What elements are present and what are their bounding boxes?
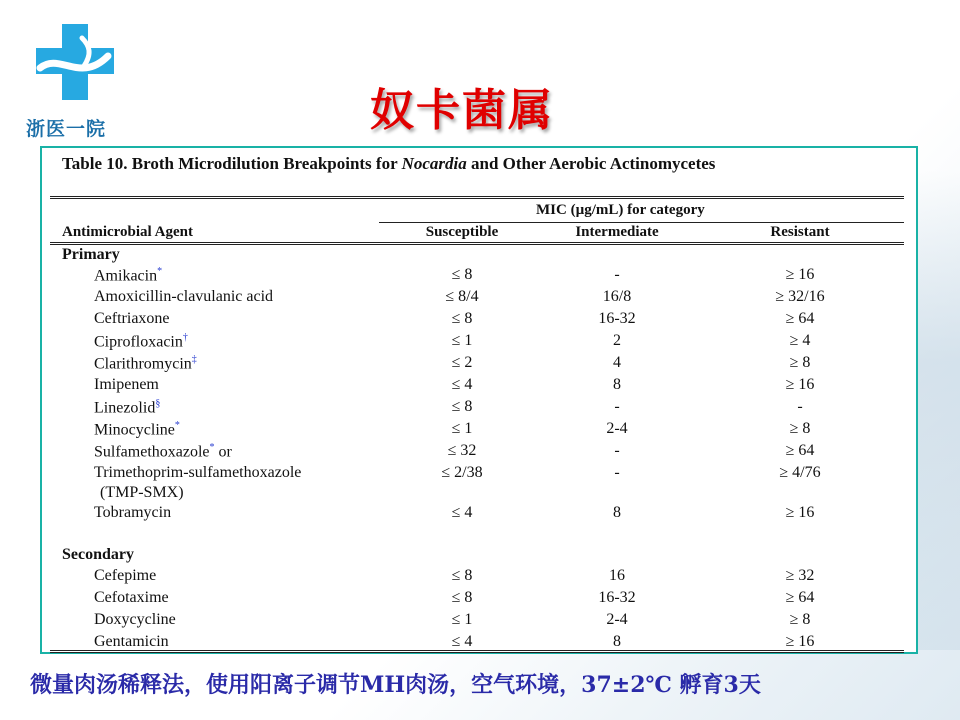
primary-susceptible-9: ≤ 2/38 bbox=[441, 464, 483, 481]
primary-susceptible-8: ≤ 32 bbox=[447, 442, 477, 459]
primary-intermediate-4: 4 bbox=[613, 354, 621, 371]
table-row bbox=[42, 442, 916, 464]
table-row bbox=[42, 420, 916, 442]
primary-agent-9: Trimethoprim-sulfamethoxazole bbox=[94, 464, 302, 481]
primary-agent-1: Amoxicillin-clavulanic acid bbox=[94, 288, 274, 305]
primary-agent-2: Ceftriaxone bbox=[94, 310, 170, 327]
primary-resistant-2: ≥ 64 bbox=[785, 310, 815, 327]
secondary-susceptible-1: ≤ 8 bbox=[451, 589, 473, 606]
secondary-resistant-2: ≥ 8 bbox=[789, 611, 811, 628]
secondary-susceptible-3: ≤ 4 bbox=[451, 633, 473, 650]
table-row bbox=[42, 310, 916, 332]
mic-header: MIC (µg/mL) for category bbox=[536, 202, 705, 218]
footnote-mark: * bbox=[174, 420, 180, 431]
breakpoint-table bbox=[42, 148, 916, 652]
section-secondary-label: Secondary bbox=[62, 546, 134, 563]
primary-agent-6: Linezolid§ bbox=[94, 398, 161, 417]
primary-intermediate-2: 16-32 bbox=[598, 310, 636, 327]
hospital-logo-text: 浙医一院 bbox=[26, 118, 107, 140]
col-header-intermediate: Intermediate bbox=[575, 224, 659, 240]
slide-caption: 微量肉汤稀释法，使用阳离子调节MH肉汤，空气环境，37±2℃ 孵育3天 bbox=[30, 672, 761, 698]
primary-agent-0: Amikacin* bbox=[94, 266, 163, 285]
footnote-mark: * bbox=[209, 442, 215, 453]
table-row bbox=[42, 354, 916, 376]
table-row bbox=[42, 332, 916, 354]
primary-resistant-11: ≥ 16 bbox=[785, 504, 815, 521]
primary-agent-3: Ciprofloxacin† bbox=[94, 332, 188, 351]
table-row bbox=[42, 464, 916, 486]
primary-resistant-8: ≥ 64 bbox=[785, 442, 815, 459]
secondary-agent-2: Doxycycline bbox=[94, 611, 176, 628]
col-header-susceptible: Susceptible bbox=[425, 224, 499, 240]
footnote-mark: § bbox=[155, 398, 161, 409]
secondary-intermediate-2: 2-4 bbox=[606, 611, 628, 628]
primary-resistant-7: ≥ 8 bbox=[789, 420, 811, 437]
primary-resistant-6: - bbox=[797, 398, 803, 415]
primary-agent-11: Tobramycin bbox=[94, 504, 172, 521]
secondary-susceptible-0: ≤ 8 bbox=[451, 567, 473, 584]
medical-cross-icon bbox=[34, 22, 118, 106]
table-top-rule bbox=[50, 196, 904, 199]
primary-resistant-4: ≥ 8 bbox=[789, 354, 811, 371]
table-row bbox=[42, 266, 916, 288]
primary-susceptible-6: ≤ 8 bbox=[451, 398, 473, 415]
section-primary-label: Primary bbox=[62, 246, 120, 263]
primary-agent-8: Sulfamethoxazole* or bbox=[94, 442, 232, 461]
table-row bbox=[42, 567, 916, 589]
footnote-mark: † bbox=[182, 332, 188, 343]
primary-susceptible-5: ≤ 4 bbox=[451, 376, 473, 393]
table-row bbox=[42, 589, 916, 611]
header-bottom-rule bbox=[50, 242, 904, 245]
primary-susceptible-11: ≤ 4 bbox=[451, 504, 473, 521]
primary-resistant-5: ≥ 16 bbox=[785, 376, 815, 393]
table-row bbox=[42, 504, 916, 526]
table-row bbox=[42, 398, 916, 420]
breakpoint-table-frame bbox=[40, 146, 918, 654]
primary-resistant-1: ≥ 32/16 bbox=[775, 288, 825, 305]
secondary-agent-1: Cefotaxime bbox=[94, 589, 169, 606]
secondary-resistant-1: ≥ 64 bbox=[785, 589, 815, 606]
primary-susceptible-7: ≤ 1 bbox=[451, 420, 473, 437]
col-header-agent: Antimicrobial Agent bbox=[62, 224, 193, 240]
primary-intermediate-9: - bbox=[614, 464, 620, 481]
table-row bbox=[42, 611, 916, 633]
table-row bbox=[42, 484, 916, 506]
primary-susceptible-3: ≤ 1 bbox=[451, 332, 473, 349]
primary-agent-4: Clarithromycin‡ bbox=[94, 354, 197, 373]
table-title: Table 10. Broth Microdilution Breakpoints for Nocardia and Other Aerobic Actinomycetes bbox=[62, 154, 716, 173]
secondary-agent-3: Gentamicin bbox=[94, 633, 169, 650]
primary-intermediate-7: 2-4 bbox=[606, 420, 628, 437]
primary-susceptible-2: ≤ 8 bbox=[451, 310, 473, 327]
primary-resistant-3: ≥ 4 bbox=[789, 332, 811, 349]
hospital-logo bbox=[26, 22, 126, 138]
slide-title: 奴卡菌属 bbox=[370, 85, 554, 136]
secondary-susceptible-2: ≤ 1 bbox=[451, 611, 473, 628]
secondary-resistant-3: ≥ 16 bbox=[785, 633, 815, 650]
secondary-resistant-0: ≥ 32 bbox=[785, 567, 815, 584]
primary-intermediate-6: - bbox=[614, 398, 620, 415]
primary-agent-10: (TMP-SMX) bbox=[100, 484, 184, 501]
footnote-mark: * bbox=[157, 266, 163, 277]
primary-resistant-9: ≥ 4/76 bbox=[779, 464, 821, 481]
primary-intermediate-3: 2 bbox=[613, 332, 621, 349]
primary-susceptible-4: ≤ 2 bbox=[451, 354, 473, 371]
primary-intermediate-5: 8 bbox=[613, 376, 621, 393]
footnote-mark: ‡ bbox=[191, 354, 197, 365]
primary-intermediate-8: - bbox=[614, 442, 620, 459]
primary-susceptible-1: ≤ 8/4 bbox=[445, 288, 479, 305]
mic-header-rule bbox=[379, 222, 904, 223]
table-title-italic: Nocardia bbox=[401, 154, 467, 173]
secondary-intermediate-1: 16-32 bbox=[598, 589, 636, 606]
primary-intermediate-1: 16/8 bbox=[602, 288, 632, 305]
secondary-intermediate-0: 16 bbox=[609, 567, 625, 584]
secondary-agent-0: Cefepime bbox=[94, 567, 157, 584]
primary-intermediate-0: - bbox=[614, 266, 620, 283]
primary-susceptible-0: ≤ 8 bbox=[451, 266, 473, 283]
primary-intermediate-11: 8 bbox=[613, 504, 621, 521]
secondary-intermediate-3: 8 bbox=[613, 633, 621, 650]
primary-resistant-0: ≥ 16 bbox=[785, 266, 815, 283]
primary-agent-7: Minocycline* bbox=[94, 420, 180, 439]
table-row bbox=[42, 376, 916, 398]
col-header-resistant: Resistant bbox=[770, 224, 830, 240]
table-row bbox=[42, 288, 916, 310]
primary-agent-5: Imipenem bbox=[94, 376, 159, 393]
table-row bbox=[42, 633, 916, 655]
